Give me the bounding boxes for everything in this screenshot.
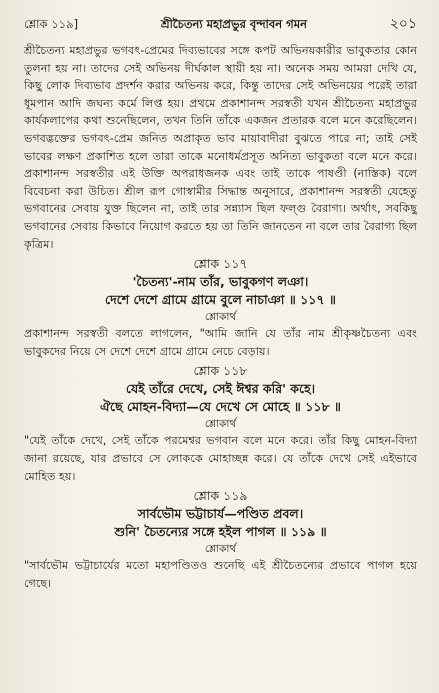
header-chapter-title: শ্রীচৈতন্য মহাপ্রভুর বৃন্দাবন গমন [160, 17, 307, 31]
verse-line: দেশে দেশে গ্রামে গ্রামে বুলে নাচাঞা ॥ ১১৭ ॥ [105, 292, 336, 308]
translation-label: শ্লোকার্থ [204, 311, 237, 324]
verse-label: শ্লোক ১১৭ [193, 256, 248, 272]
header-verse-ref: শ্লোক ১১৯] [24, 17, 79, 31]
verse-line: সার্বভৌম ভট্টাচার্য—পণ্ডিত প্রবল। [137, 506, 304, 522]
verse-117 [24, 255, 417, 360]
translation-label: শ্লোকার্থ [204, 418, 237, 431]
verse-line: যেই তাঁরে দেখে, সেই ঈশ্বর করি' কহে। [125, 381, 316, 397]
translation-label: শ্লোকার্থ [204, 543, 237, 556]
translation-text: "সার্বভৌম ভট্টাচার্যের মতো মহাপণ্ডিতও শুনেছি এই শ্রীচৈতন্যের প্রভাবে পাগল হয়ে গেছে। [24, 559, 417, 590]
verse-line: ঐছে মোহন-বিদ্যা—যে দেখে সে মোহে ॥ ১১৮ ॥ [100, 399, 341, 415]
verse-119 [24, 487, 417, 592]
verse-label: শ্লোক ১১৮ [193, 363, 248, 379]
purport-paragraph: শ্রীচৈতন্য মহাপ্রভুর ভগবৎ-প্রেমের দিব্যভাবের সঙ্গে কপট অভিনয়কারীর ভাবুকতার কোন তুলনা হয় না। তাদের সেই অভিনয় দীর্ঘকাল স্থায়ী হয় না। অনেক সময় আমরা দেখি যে, কিছু লোক দিব্যভাব প্রদর্শন করার অভিনয় করে, কিন্তু তাদের সেই অভিনয়ের পরেই তারা ধূমপান আদি জঘন্য কর্মে লিপ্ত হয়। প্রথমে প্রকাশানন্দ সরস্বতী যখন শ্রীচৈতন্য মহাপ্রভুর কার্যকলাপের কথা শুনেছিলেন, তখন তিনি তাঁকে একজন প্রতারক বলে মনে করেছিলেন। ভগবদ্ভক্তের ভগবৎ-প্রেম জনিত অপ্রাকৃত ভাব মায়াবাদীরা বুঝতে পারে না; তাই সেই ভাবের লক্ষণ প্রকাশিত হলে তারা তাকে মনোধর্মপ্রসূত অনিত্য ভাবুকতা বলে মনে করে। প্রকাশানন্দ সরস্বতীর এই উক্তি অপরাধজনক এবং তাই তাকে পাষণ্ডী (নাস্তিক) বলে বিবেচনা করা উচিত। শ্রীল রূপ গোস্বামীর সিদ্ধান্ত অনুসারে, প্রকাশানন্দ সরস্বতী যেহেতু ভগবানের সেবায় যুক্ত ছিলেন না, তাই তার সন্ন্যাস ছিল ফল্গু বৈরাগ্য। অর্থাৎ, সবকিছু ভগবানের সেবায় কিভাবে নিয়োগ করতে হয় তা তিনি জানতেন না বলে তার বৈরাগ্য ছিল কৃত্রিম। [24, 44, 417, 251]
translation-text: প্রকাশানন্দ সরস্বতী বলতে লাগলেন, "আমি জানি যে তাঁর নাম শ্রীকৃষ্ণচৈতন্য এবং ভাবুকদের নিয়ে সে দেশে দেশে গ্রামে গ্রামে নেচে বেড়ায়। [24, 327, 417, 358]
verse-118 [24, 362, 417, 485]
verse-line: 'চৈতন্য'-নাম তাঁর, ভাবুকগণ লঞা। [132, 274, 309, 290]
running-header [24, 12, 417, 36]
verse-line: শুনি' চৈতন্যের সঙ্গে হইল পাগল ॥ ১১৯ ॥ [114, 524, 327, 540]
translation-text: "যেই তাঁকে দেখে, সেই তাঁকে পরমেশ্বর ভগবান বলে মনে করে। তাঁর কিছু মোহন-বিদ্যা জানা রয়েছে, যার প্রভাবে সে লোককে মোহাচ্ছন্ন করে। যে তাঁকে দেখে সেই এইভাবে মোহিত হয়। [24, 434, 417, 483]
verse-label: শ্লোক ১১৯ [193, 488, 248, 504]
page-number: ২০১ [389, 16, 417, 32]
